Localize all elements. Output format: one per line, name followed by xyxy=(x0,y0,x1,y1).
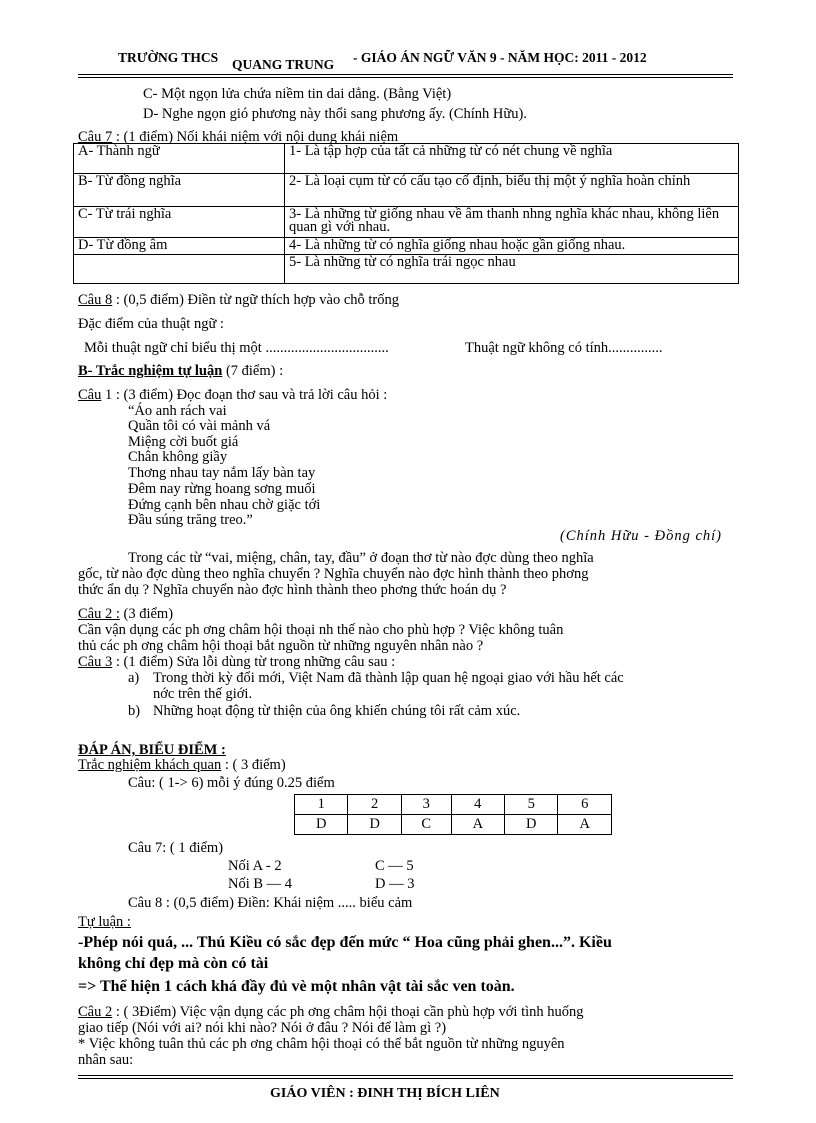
q1-paragraph-line: Trong các từ “vai, miệng, chân, tay, đầu” ở đoạn thơ từ nào đợc dùng theo nghĩa xyxy=(128,550,594,566)
option-d: D- Nghe ngọn gió phương này thổi sang phương ấy. (Chính Hữu). xyxy=(143,106,527,122)
answers-cau2-text: : ( 3Điểm) Việc vận dụng các ph ơng châm hội thoại cần phù hợp với tình huống xyxy=(115,1004,584,1020)
q2-line: thủ các ph ơng châm hội thoại bắt nguồn từ những nguyên nhân nào ? xyxy=(78,638,484,654)
q3-marker-a: a) xyxy=(128,670,140,686)
answer-key-number: 5 xyxy=(505,795,558,815)
answer-key-value: D xyxy=(505,815,558,835)
q1-paragraph-line: thức ẩn dụ ? Nghĩa chuyển nào đợc hình thành theo phơng thức hoán dụ ? xyxy=(78,582,507,598)
essay-question-2 xyxy=(78,606,173,622)
poem-line: Thơng nhau tay nắm lấy bàn tay xyxy=(128,465,316,481)
question-7-label: Câu 7 xyxy=(78,129,113,145)
answers-cau2-line: giao tiếp (Nói với ai? nói khi nào? Nói ở đâu ? Nói để làm gì ?) xyxy=(78,1020,447,1036)
answers-essay-line: -Phép nói quá, ... Thú Kiều có sắc đẹp đến mức “ Hoa cũng phải ghen...”. Kiều xyxy=(78,934,612,951)
matching-left-a: A- Thành ngữ xyxy=(74,144,285,174)
header-rule xyxy=(78,74,733,75)
answers-title: ĐÁP ÁN, BIỂU ĐIỂM : xyxy=(78,742,226,758)
q3-item-b: Những hoạt động từ thiện của ông khiến chúng tôi rất cảm xúc. xyxy=(153,703,521,719)
q3-item-a: Trong thời kỳ đổi mới, Việt Nam đã thành lập quan hệ ngoại giao với hầu hết các xyxy=(153,670,624,686)
matching-right-3: 3- Là những từ giống nhau về âm thanh nhng nghĩa khác nhau, không liên quan gì với nhau. xyxy=(285,207,739,238)
essay-question-1-label: Câu xyxy=(78,387,102,403)
fill-blank-2: Thuật ngữ không có tính............... xyxy=(465,340,663,356)
essay-question-2-score: (3 điểm) xyxy=(123,606,174,622)
essay-question-3-label: Câu 3 xyxy=(78,654,113,670)
answers-pair-b: Nối B — 4 xyxy=(228,876,293,892)
answer-key-value: D xyxy=(295,815,348,835)
matching-right-5: 5- Là những từ có nghĩa trái ngọc nhau xyxy=(285,255,739,284)
poem-line: Miệng cời buốt giá xyxy=(128,434,239,450)
q2-line: Cần vận dụng các ph ơng châm hội thoại nh thế nào cho phù hợp ? Việc không tuân xyxy=(78,622,564,638)
question-8-text: : (0,5 điểm) Điền từ ngữ thích hợp vào chỗ trống xyxy=(115,292,399,308)
matching-table xyxy=(73,143,739,284)
poem-source: (Chính Hữu - Đồng chí) xyxy=(560,528,723,544)
header-rule-2 xyxy=(78,77,733,78)
answers-cau1-6: Câu: ( 1-> 6) mỗi ý đúng 0.25 điểm xyxy=(128,775,335,791)
answer-key-number: 4 xyxy=(451,795,504,815)
part-b-label: B- Trắc nghiệm tự luận xyxy=(78,363,223,379)
matching-right-2: 2- Là loại cụm từ có cấu tạo cố định, biểu thị một ý nghĩa hoàn chỉnh xyxy=(285,174,739,207)
header-school: TRƯỜNG THCS xyxy=(118,50,219,65)
poem-line: Đêm nay rừng hoang sơng muối xyxy=(128,481,316,497)
footer-rule-2 xyxy=(78,1078,733,1079)
answers-essay-line: không chỉ đẹp mà còn có tài xyxy=(78,955,269,972)
answers-cau2 xyxy=(78,1004,584,1020)
footer-teacher: GIÁO VIÊN : ĐINH THỊ BÍCH LIÊN xyxy=(270,1086,500,1101)
answers-objective xyxy=(78,757,286,773)
q1-paragraph-line: gốc, từ nào đợc dùng theo nghĩa chuyển ? Nghĩa chuyển nào đợc hình thành theo phơng xyxy=(78,566,589,582)
answers-essay-line: => Thể hiện 1 cách khá đầy đủ vè một nhân vật tài sắc ven toàn. xyxy=(78,978,515,995)
part-b-score: (7 điểm) : xyxy=(225,363,284,379)
poem-line: Đầu súng trăng treo.” xyxy=(128,512,253,528)
q3-item-a-cont: nớc trên thế giới. xyxy=(153,686,253,702)
answers-cau2-line: * Việc không tuân thủ các ph ơng châm hội thoại có thể bắt nguồn từ những nguyên xyxy=(78,1036,565,1052)
answer-key-number: 2 xyxy=(348,795,401,815)
answer-key-value: C xyxy=(401,815,451,835)
essay-question-1-text: 1 : (3 điểm) Đọc đoạn thơ sau và trả lời câu hỏi : xyxy=(104,387,388,403)
fill-blank-1: Mỗi thuật ngữ chỉ biểu thị một .................................. xyxy=(84,340,389,356)
essay-question-2-label: Câu 2 : xyxy=(78,606,120,622)
matching-left-b: B- Từ đồng nghĩa xyxy=(74,174,285,207)
header-school-name: QUANG TRUNG xyxy=(232,57,335,72)
term-intro: Đặc điểm của thuật ngữ : xyxy=(78,316,224,332)
answer-key-value: D xyxy=(348,815,401,835)
answer-key-value: A xyxy=(451,815,504,835)
matching-left-empty xyxy=(74,255,285,284)
answers-cau2-label: Câu 2 xyxy=(78,1004,113,1020)
matching-left-c: C- Từ trái nghĩa xyxy=(74,207,285,238)
footer-rule xyxy=(78,1075,733,1076)
q3-marker-b: b) xyxy=(128,703,141,719)
answers-objective-label: Trắc nghiệm khách quan xyxy=(78,757,222,773)
question-7-text: : (1 điểm) Nối khái niệm với nội dung khái niệm xyxy=(115,129,399,145)
part-b-heading xyxy=(78,363,283,379)
matching-left-d: D- Từ đồng âm xyxy=(74,238,285,255)
poem-line: Chân không giầy xyxy=(128,449,228,465)
poem-line: Đứng cạnh bên nhau chờ giặc tới xyxy=(128,497,321,513)
answers-objective-score: : ( 3 điểm) xyxy=(224,757,286,773)
essay-question-1 xyxy=(78,387,387,403)
poem-line: Quần tôi có vài mảnh vá xyxy=(128,418,271,434)
answers-pair-c: C — 5 xyxy=(375,858,414,874)
option-c: C- Một ngọn lửa chứa niềm tin dai dẳng. (Bằng Việt) xyxy=(143,86,452,102)
answers-cau8: Câu 8 : (0,5 điểm) Điền: Khái niệm ..... biểu cảm xyxy=(128,895,413,911)
answer-key-value: A xyxy=(558,815,612,835)
answers-pair-a: Nối A - 2 xyxy=(228,858,282,874)
answers-pair-d: D — 3 xyxy=(375,876,415,892)
header-title: - GIÁO ÁN NGỮ VĂN 9 - NĂM HỌC: 2011 - 2012 xyxy=(353,50,647,65)
essay-question-3-text: : (1 điểm) Sửa lỗi dùng từ trong những câu sau : xyxy=(115,654,396,670)
essay-question-3 xyxy=(78,654,395,670)
answers-essay-label: Tự luận : xyxy=(78,914,131,930)
answer-key-number: 1 xyxy=(295,795,348,815)
question-8-label: Câu 8 xyxy=(78,292,113,308)
answers-cau7: Câu 7: ( 1 điểm) xyxy=(128,840,224,856)
matching-right-1: 1- Là tập hợp của tất cả những từ có nét chung về nghĩa xyxy=(285,144,739,174)
matching-right-4: 4- Là những từ có nghĩa giống nhau hoặc gần giống nhau. xyxy=(285,238,739,255)
question-8 xyxy=(78,292,399,308)
answer-key-number: 6 xyxy=(558,795,612,815)
answer-key-number: 3 xyxy=(401,795,451,815)
answer-key-table xyxy=(294,794,612,835)
poem-line: “Áo anh rách vai xyxy=(128,403,227,419)
answers-cau2-line: nhân sau: xyxy=(78,1052,134,1068)
